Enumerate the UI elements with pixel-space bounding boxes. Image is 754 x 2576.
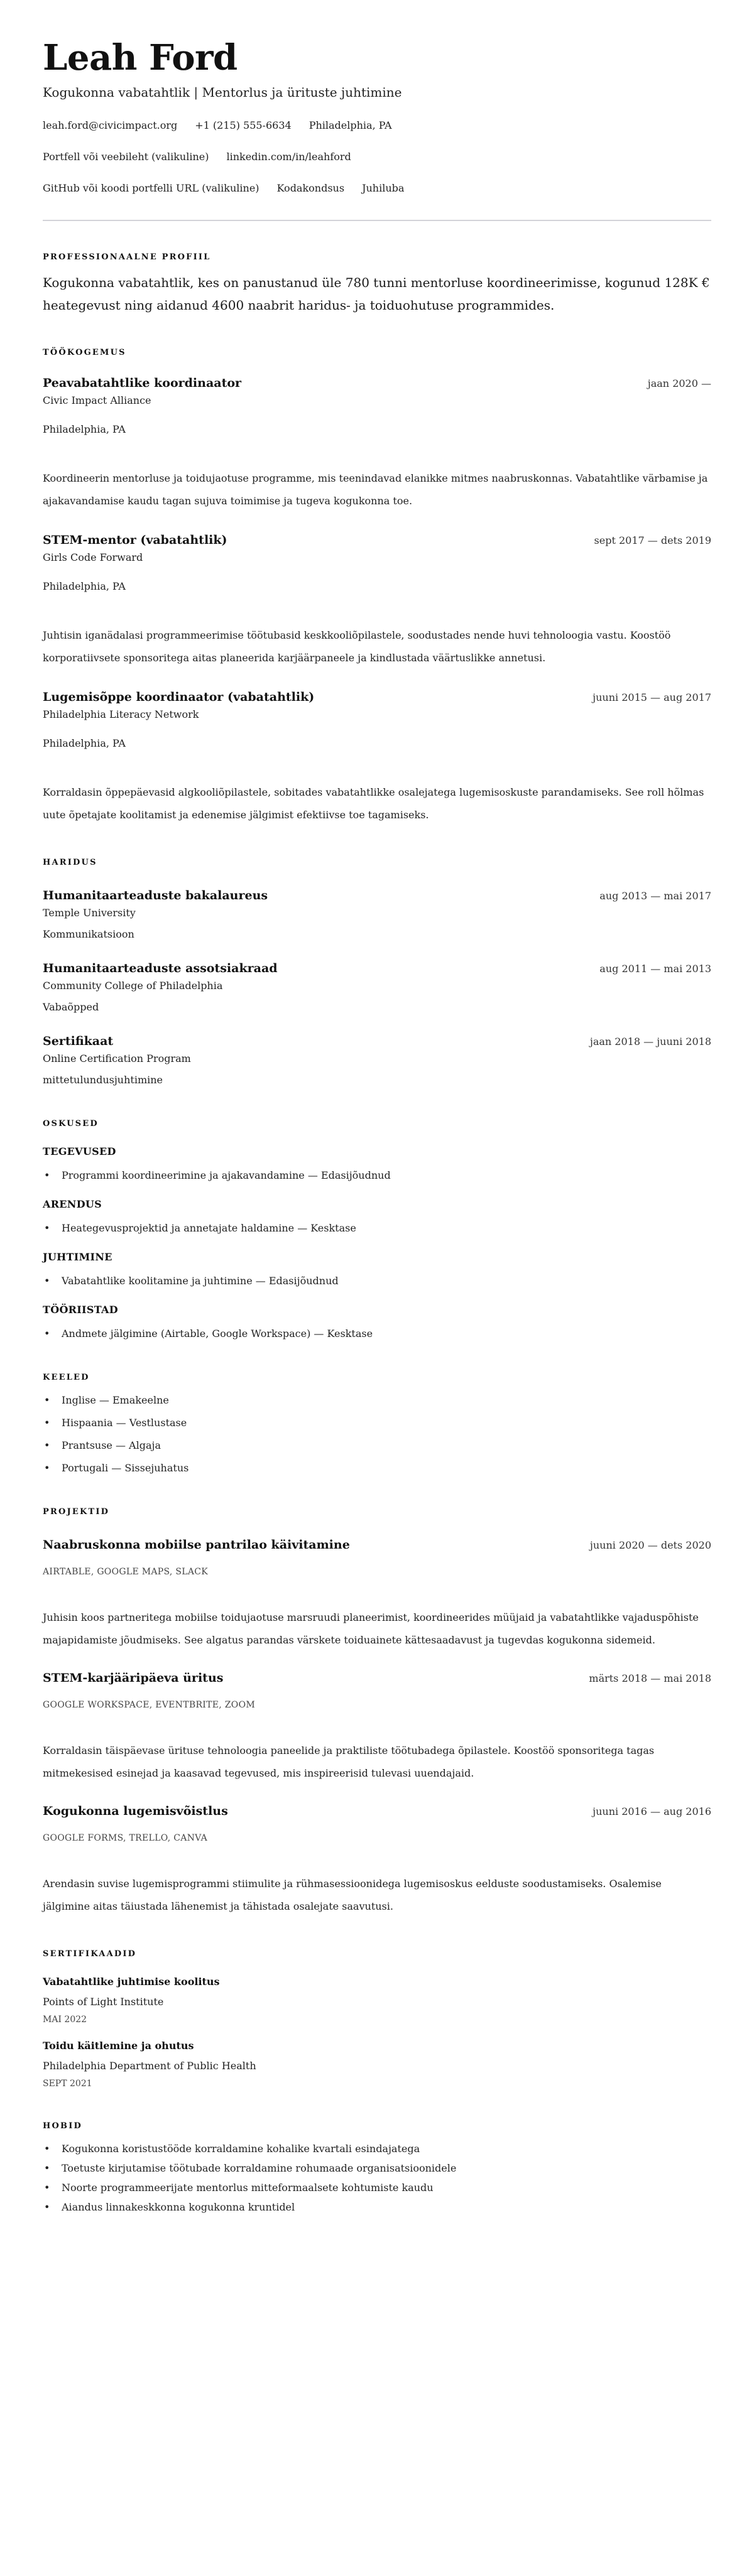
skill-category-title: JUHTIMINE — [43, 1251, 112, 1263]
summary-text: Kogukonna vabatahtlik, kes on panustanud üle 780 tunni mentorluse koordineerimisse, kogunud 128K € heategevust ning aidanud 4600 naabrit haridus- ja toiduohutuse programmides. — [43, 275, 710, 313]
contact-email[interactable]: leah.ford@civicimpact.org — [43, 119, 178, 131]
section-projects — [43, 1506, 711, 1918]
skill-list — [43, 1274, 711, 1289]
contact-location: Philadelphia, PA — [309, 119, 392, 131]
skill-list — [43, 1168, 711, 1183]
job-organization: Philadelphia Literacy Network — [43, 708, 199, 720]
contact-row-primary — [43, 118, 711, 133]
contact-citizenship: Kodakondsus — [276, 182, 345, 194]
education-entry — [43, 960, 711, 1015]
section-title-experience: TÖÖKOGEMUS — [43, 348, 126, 357]
project-dates: juuni 2020 — dets 2020 — [589, 1539, 711, 1551]
section-title-languages: KEELED — [43, 1373, 90, 1382]
job-description: Koordineerin mentorluse ja toidujaotuse programme, mis teenindavad elanikke mitmes naabruskonnas. Vabatahtlike värbamise ja ajakavandamise kaudu tagan sujuva toimimise ja tugeva kogukonna toe. — [43, 472, 708, 507]
job-location: Philadelphia, PA — [43, 423, 126, 435]
job-organization: Girls Code Forward — [43, 551, 143, 563]
job-title: Lugemisõppe koordinaator (vabatahtlik) — [43, 690, 315, 704]
job-title: STEM-mentor (vabatahtlik) — [43, 533, 227, 547]
job-location: Philadelphia, PA — [43, 737, 126, 749]
project-dates: märts 2018 — mai 2018 — [589, 1672, 711, 1684]
skill-item: • Programmi koordineerimine ja ajakavandamine — Edasijõudnud — [43, 1168, 711, 1183]
section-hobbies — [43, 2120, 711, 2215]
skill-item: • Vabatahtlike koolitamine ja juhtimine — Edasijõudnud — [43, 1274, 711, 1289]
certification-entry — [43, 1974, 711, 2026]
section-languages — [43, 1372, 711, 1476]
project-entry — [43, 1669, 711, 1785]
degree-title: Sertifikaat — [43, 1034, 114, 1048]
job-title: Peavabatahtlike koordinaator — [43, 376, 242, 390]
certification-name: Toidu käitlemine ja ohutus — [43, 2040, 194, 2052]
skill-list — [43, 1326, 711, 1341]
project-tech-tags: GOOGLE FORMS, TRELLO, CANVA — [43, 1833, 208, 1843]
contact-drivers-license: Juhiluba — [362, 182, 405, 194]
hobby-item: • Aiandus linnakeskkonna kogukonna kruntidel — [43, 2200, 711, 2215]
certification-name: Vabatahtlike juhtimise koolitus — [43, 1976, 220, 1988]
section-title-education: HARIDUS — [43, 858, 97, 867]
job-organization: Civic Impact Alliance — [43, 394, 151, 406]
skill-category-title: ARENDUS — [43, 1198, 102, 1210]
resume-header — [43, 36, 711, 221]
contact-phone[interactable]: +1 (215) 555-6634 — [195, 119, 292, 131]
candidate-name: Leah Ford — [43, 37, 238, 78]
experience-entry — [43, 374, 711, 512]
contact-linkedin[interactable]: linkedin.com/in/leahford — [226, 151, 351, 163]
section-skills — [43, 1118, 711, 1341]
degree-title: Humanitaarteaduste bakalaureus — [43, 889, 268, 902]
school-name: Community College of Philadelphia — [43, 980, 223, 992]
project-description: Arendasin suvise lugemisprogrammi stiimulite ja rühmasessioonidega lugemisoskus eelduste soodustamiseks. Osalemise jälgimine aitas täiustada lähenemist ja tähistada osalejate saavutusi. — [43, 1878, 662, 1912]
school-name: Temple University — [43, 907, 136, 919]
education-dates: jaan 2018 — juuni 2018 — [589, 1036, 711, 1047]
job-dates: jaan 2020 — — [647, 377, 711, 389]
header-divider — [43, 220, 711, 221]
education-dates: aug 2013 — mai 2017 — [599, 890, 711, 902]
section-title-certifications: SERTIFIKAADID — [43, 1949, 137, 1959]
certification-issuer: Points of Light Institute — [43, 1996, 164, 2008]
experience-entry — [43, 688, 711, 826]
field-of-study: Kommunikatsioon — [43, 928, 134, 940]
certification-entry — [43, 2038, 711, 2090]
experience-entry — [43, 531, 711, 669]
job-description: Juhtisin iganädalasi programmeerimise töötubasid keskkooliõpilastele, soodustades nende huvi tehnoloogia vastu. Koostöö korporatiivsete sponsoritega aitas planeerida karjäärpaneele ja kindlustada väärtuslikke annetusi. — [43, 629, 671, 664]
section-title-hobbies: HOBID — [43, 2121, 82, 2131]
certification-issuer: Philadelphia Department of Public Health — [43, 2060, 256, 2072]
education-entry — [43, 1032, 711, 1088]
project-description: Juhisin koos partneritega mobiilse toidujaotuse marsruudi planeerimist, koordineerides müüjaid ja vabatahtlikke vajaduspõhiste majapidamiste jõudmiseks. See algatus parandas värskete toiduainete kättesaadavust ja tugevdas kogukonna sidemeid. — [43, 1611, 699, 1646]
education-entry — [43, 887, 711, 942]
skill-item: • Andmete jälgimine (Airtable, Google Workspace) — Kesktase — [43, 1326, 711, 1341]
section-education — [43, 857, 711, 1088]
language-item: • Hispaania — Vestlustase — [43, 1415, 711, 1431]
section-experience — [43, 347, 711, 826]
hobby-list — [43, 2141, 711, 2215]
language-item: • Portugali — Sissejuhatus — [43, 1461, 711, 1476]
certification-date: SEPT 2021 — [43, 2079, 92, 2089]
degree-title: Humanitaarteaduste assotsiakraad — [43, 961, 278, 975]
project-tech-tags: GOOGLE WORKSPACE, EVENTBRITE, ZOOM — [43, 1700, 255, 1710]
certification-date: MAI 2022 — [43, 2015, 87, 2025]
job-description: Korraldasin õppepäevasid algkooliõpilastele, sobitades vabatahtlikke osalejatega lugemisoskuste parandamiseks. See roll hõlmas uute õpetajate koolitamist ja edenemise jälgimist efektiivse toe tagamiseks. — [43, 786, 704, 821]
field-of-study: Vabaõpped — [43, 1001, 99, 1013]
skill-list — [43, 1221, 711, 1236]
project-title: STEM-karjääripäeva üritus — [43, 1671, 224, 1685]
hobby-item: • Noorte programmeerijate mentorlus mitteformaalsete kohtumiste kaudu — [43, 2180, 711, 2195]
hobby-item: • Toetuste kirjutamise töötubade korraldamine rohumaade organisatsioonidele — [43, 2161, 711, 2176]
project-entry — [43, 1802, 711, 1918]
contact-row-extra — [43, 181, 711, 196]
job-dates: sept 2017 — dets 2019 — [594, 534, 711, 546]
skill-category-title: TEGEVUSED — [43, 1145, 116, 1157]
section-summary — [43, 251, 711, 317]
project-description: Korraldasin täispäevase ürituse tehnoloogia paneelide ja praktiliste töötubadega õpilastele. Koostöö sponsoritega tagas mitmekesised esinejad ja kaasavad tegevused, mis inspireerisid tulevasi uuendajaid. — [43, 1745, 655, 1779]
education-dates: aug 2011 — mai 2013 — [599, 963, 711, 975]
project-entry — [43, 1536, 711, 1652]
section-title-projects: PROJEKTID — [43, 1507, 110, 1517]
section-title-skills: OSKUSED — [43, 1119, 99, 1128]
language-item: • Prantsuse — Algaja — [43, 1438, 711, 1453]
skill-item: • Heategevusprojektid ja annetajate haldamine — Kesktase — [43, 1221, 711, 1236]
field-of-study: mittetulundusjuhtimine — [43, 1074, 163, 1086]
job-location: Philadelphia, PA — [43, 580, 126, 592]
hobby-item: • Kogukonna koristustööde korraldamine kohalike kvartali esindajatega — [43, 2141, 711, 2157]
project-dates: juuni 2016 — aug 2016 — [593, 1805, 711, 1817]
contact-github[interactable]: GitHub või koodi portfelli URL (valikuline) — [43, 182, 260, 194]
project-title: Naabruskonna mobiilse pantrilao käivitamine — [43, 1538, 350, 1552]
section-title-summary: PROFESSIONAALNE PROFIIL — [43, 252, 211, 262]
language-item: • Inglise — Emakeelne — [43, 1393, 711, 1408]
contact-row-links — [43, 149, 711, 165]
school-name: Online Certification Program — [43, 1053, 191, 1064]
section-certifications — [43, 1948, 711, 2090]
candidate-headline: Kogukonna vabatahtlik | Mentorlus ja ürituste juhtimine — [43, 85, 402, 100]
language-list — [43, 1393, 711, 1476]
project-title: Kogukonna lugemisvõistlus — [43, 1804, 228, 1818]
contact-portfolio[interactable]: Portfell või veebileht (valikuline) — [43, 151, 209, 163]
job-dates: juuni 2015 — aug 2017 — [593, 691, 711, 703]
project-tech-tags: AIRTABLE, GOOGLE MAPS, SLACK — [43, 1567, 209, 1577]
skill-category-title: TÖÖRIISTAD — [43, 1304, 118, 1316]
